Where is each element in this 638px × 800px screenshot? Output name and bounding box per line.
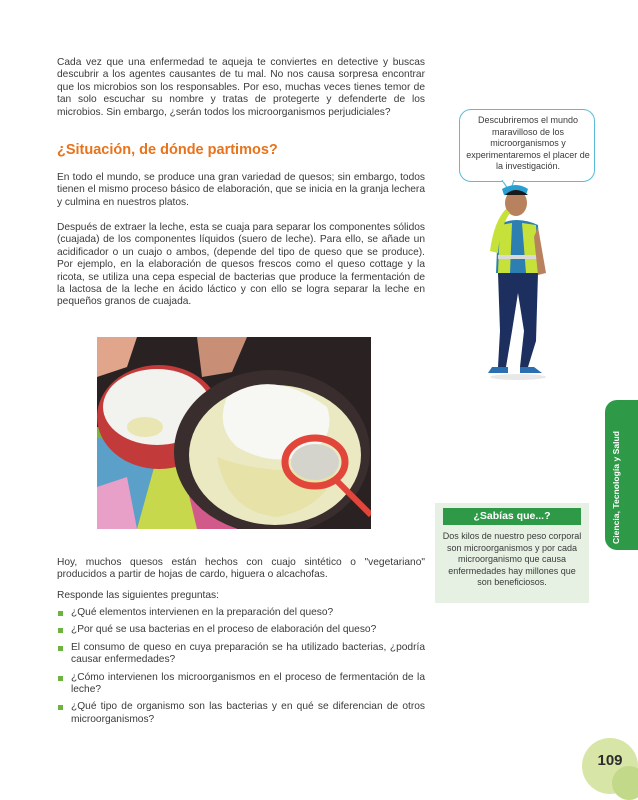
subject-side-tab-label: Ciencia, Tecnología y Salud [611, 430, 621, 544]
did-you-know-text: Dos kilos de nuestro peso corporal son microorganismos y por cada microorganismo que causa enfermedades hay millones que son beneficiosos. [442, 531, 582, 588]
subject-side-tab [605, 400, 638, 550]
speech-bubble-text: Descubriremos el mundo maravilloso de los microorganismos y experimentaremos el placer de la investigación. [466, 115, 590, 172]
did-you-know-title: ¿Sabías que...? [443, 508, 581, 525]
bullet-icon [58, 628, 63, 633]
speech-bubble [459, 109, 595, 182]
list-item: ¿Cómo intervienen los microorganismos en el proceso de fermentación de la leche? [57, 672, 425, 697]
page-number-circle-accent [612, 766, 638, 800]
paragraph-synthetic-rennet: Hoy, muchos quesos están hechos con cuajo sintético o "vegetariano" producidos a partir de hojas de cardo, higuera o alcachofas. [57, 557, 425, 581]
bullet-icon [58, 611, 63, 616]
page-number: 109 [597, 752, 623, 769]
list-item: ¿Por qué se usa bacterias en el proceso de elaboración del queso? [57, 624, 425, 636]
list-item: ¿Qué tipo de organismo son las bacterias y en qué se diferencian de otros microorganismos? [57, 701, 425, 726]
bullet-icon [58, 705, 63, 710]
intro-paragraph: Cada vez que una enfermedad te aqueja te conviertes en detective y buscas descubrir a los agentes causantes de tu mal. No nos causa sorpresa encontrar que los microbios son los responsables. Por eso, muchas veces tienes temor de tan solo escuchar su nombre y tratas de protegerte y defenderte de los microbios. Sin embargo, ¿serán todos los microorganismos perjudiciales? [57, 57, 425, 118]
bullet-icon [58, 646, 63, 651]
student-illustration [476, 181, 560, 381]
bullet-icon [58, 676, 63, 681]
paragraph-curdling: Después de extraer la leche, esta se cuaja para separar los componentes sólidos (cuajada) de los componentes líquidos (suero de leche). Para ello, se añade un acidificador o un cuajo o ambos, (depende del tipo de queso que se produce). Por ejemplo, en la elaboración de quesos frescos como el queso cottage y la ricota, se utiliza una cepa especial de bacterias que produce la fermentación de la lactosa de la leche en ácido láctico y con ello se logra separar la leche en pequeños granos de cuajada. [57, 222, 425, 308]
questions-list [57, 607, 425, 731]
cheese-making-photo [97, 337, 371, 529]
section-heading: ¿Situación, de dónde partimos? [57, 142, 278, 158]
questions-intro: Responde las siguientes preguntas: [57, 590, 219, 601]
list-item: ¿Qué elementos intervienen en la preparación del queso? [57, 607, 425, 619]
paragraph-cheese-process: En todo el mundo, se produce una gran variedad de quesos; sin embargo, todos tienen el mismo proceso básico de elaboración, que se inicia en la granja lechera y culmina en nuestros platos. [57, 172, 425, 208]
list-item: El consumo de queso en cuya preparación se ha utilizado bacterias, ¿podría causar enfermedades? [57, 642, 425, 667]
